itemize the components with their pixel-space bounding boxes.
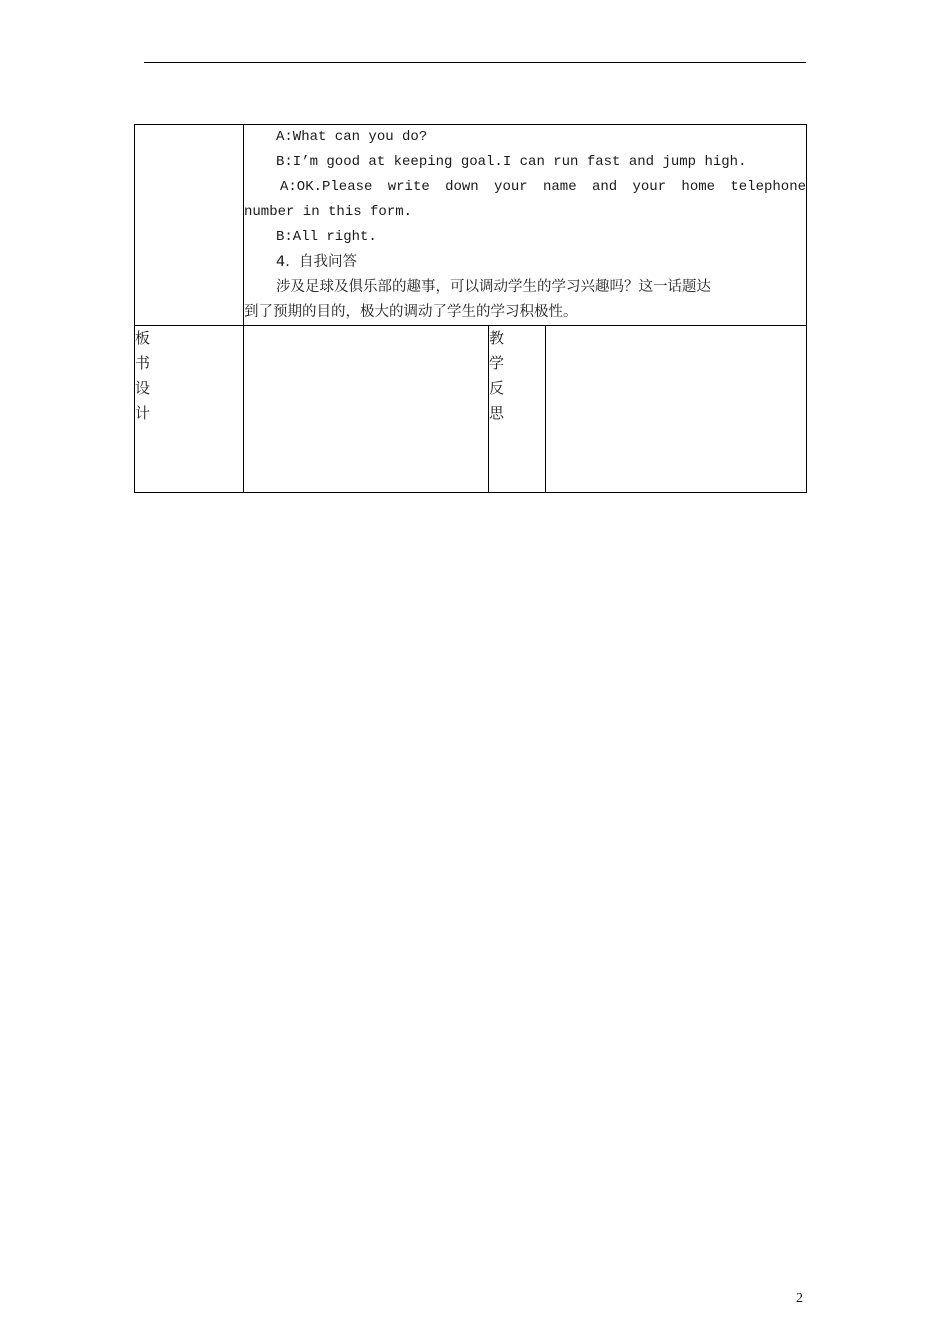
dialogue-line: B:All right. (276, 229, 377, 245)
lesson-table (134, 124, 807, 493)
paragraph-line: 涉及足球及俱乐部的趣事，可以调动学生的学习兴趣吗？这一话题达 (276, 279, 711, 295)
dialogue-line: A:OK.Please write down your name and your home telephone (280, 179, 806, 195)
table-row (135, 326, 807, 493)
dialogue-cell (244, 125, 807, 326)
teaching-reflection-label: 教 学 反 思 (489, 326, 546, 493)
paragraph-line: 到了预期的目的，极大的调动了学生的学习积极性。 (244, 304, 578, 320)
table-row (135, 125, 807, 326)
dialogue-line: B:I’m good at keeping goal.I can run fast and jump high. (276, 154, 747, 170)
empty-label-cell (135, 125, 244, 326)
board-design-label: 板 书 设 计 (135, 326, 244, 493)
page-number: 2 (796, 1291, 803, 1306)
section-heading: 4. 自我问答 (276, 254, 358, 270)
dialogue-line: A:What can you do? (276, 129, 428, 145)
header-rule (144, 62, 806, 63)
dialogue-line: number in this form. (244, 204, 413, 220)
board-design-content (244, 326, 489, 493)
teaching-reflection-content (546, 326, 807, 493)
